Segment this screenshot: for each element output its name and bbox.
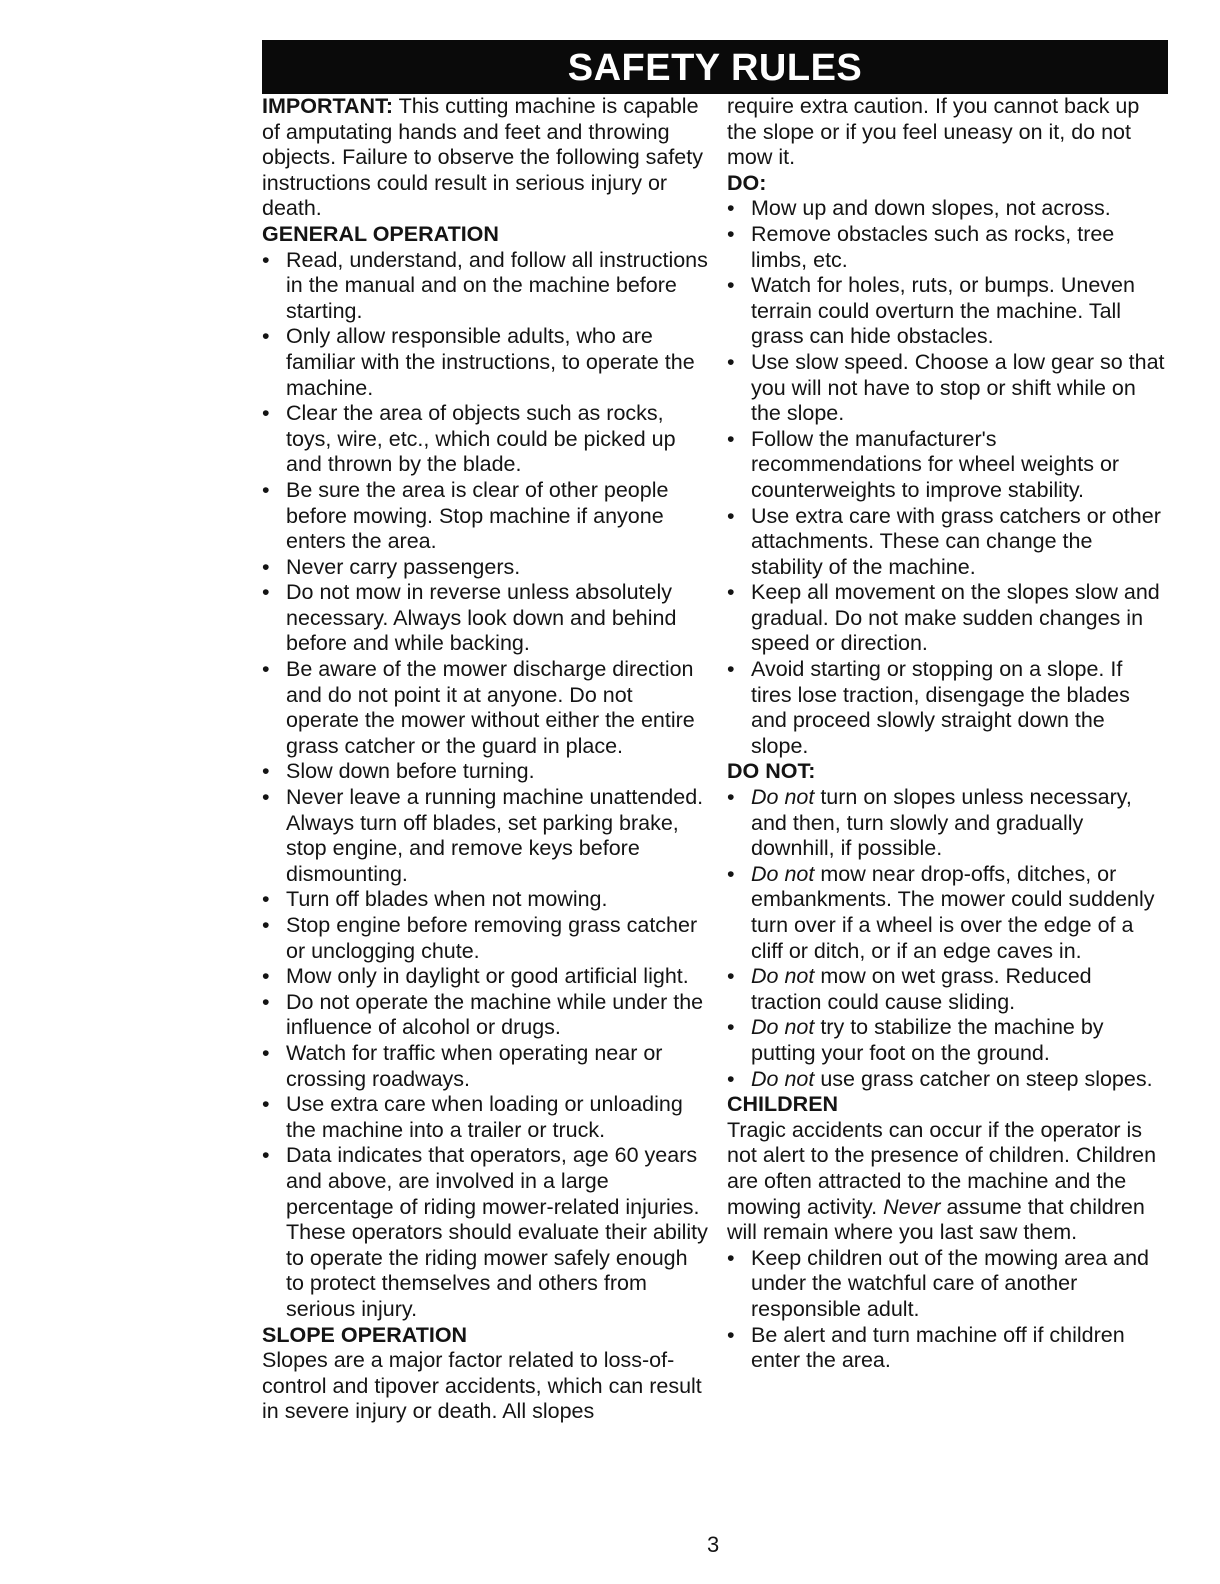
do-heading: DO: — [727, 170, 767, 195]
page-number: 3 — [707, 1532, 720, 1557]
intro-text: This cutting machine is capable of amputating hands and feet and throwing objects. Failure to observe the following safety instructions could result in serious injury or death. — [262, 94, 703, 221]
list-item: • Mow only in daylight or good artificial light. — [262, 964, 708, 990]
list-item: • Mow up and down slopes, not across. — [727, 196, 1168, 222]
list-item: • Slow down before turning. — [262, 759, 708, 785]
do-not-text: mow on wet grass. Reduced traction could cause sliding. — [751, 964, 1092, 1014]
list-item: • Turn off blades when not mowing. — [262, 887, 708, 913]
list-item: • Only allow responsible adults, who are familiar with the instructions, to operate the machine. — [262, 324, 708, 401]
intro-paragraph — [262, 94, 708, 222]
do-not-lead: Do not — [751, 1015, 815, 1040]
list-item — [727, 964, 1168, 1015]
page-title: SAFETY RULES — [262, 40, 1168, 94]
slope-operation-heading: SLOPE OPERATION — [262, 1322, 468, 1347]
do-list — [727, 196, 1168, 759]
list-item: • Do not mow in reverse unless absolutely necessary. Always look down and behind before and while backing. — [262, 580, 708, 657]
do-not-text: try to stabilize the machine by putting your foot on the ground. — [751, 1015, 1104, 1065]
list-item: • Avoid starting or stopping on a slope. If tires lose traction, disengage the blades and proceed slowly straight down the slope. — [727, 657, 1168, 759]
right-column — [727, 94, 1168, 1374]
list-item: • Do not operate the machine while under the influence of alcohol or drugs. — [262, 990, 708, 1041]
list-item: • Be alert and turn machine off if children enter the area. — [727, 1323, 1168, 1374]
do-not-text: turn on slopes unless necessary, and then, turn slowly and gradually downhill, if possible. — [751, 785, 1132, 861]
children-list — [727, 1246, 1168, 1374]
list-item: • Never leave a running machine unattended. Always turn off blades, set parking brake, stop engine, and remove keys before dismounting. — [262, 785, 708, 887]
left-column — [262, 94, 708, 1425]
list-item: • Read, understand, and follow all instructions in the manual and on the machine before starting. — [262, 248, 708, 325]
list-item — [727, 862, 1168, 964]
children-text-end: assume that children will remain where you last saw them. — [727, 1194, 1145, 1245]
list-item: • Remove obstacles such as rocks, tree limbs, etc. — [727, 222, 1168, 273]
slope-intro-continued: require extra caution. If you cannot back up the slope or if you feel uneasy on it, do not mow it. — [727, 94, 1140, 170]
list-item: • Keep all movement on the slopes slow and gradual. Do not make sudden changes in speed or direction. — [727, 580, 1168, 657]
do-not-lead: Do not — [751, 1066, 815, 1091]
do-not-lead: Do not — [751, 861, 815, 886]
list-item: • Data indicates that operators, age 60 years and above, are involved in a large percentage of riding mower-related injuries. These operators should evaluate their ability to operate the riding mower safely enough to protect themselves and others from serious injury. — [262, 1143, 708, 1322]
important-label: IMPORTANT: — [262, 94, 393, 118]
list-item — [727, 1015, 1168, 1066]
list-item: • Stop engine before removing grass catcher or unclogging chute. — [262, 913, 708, 964]
list-item — [727, 1067, 1168, 1093]
slope-intro-text: Slopes are a major factor related to loss-of-control and tipover accidents, which can result in severe injury or death. All slopes — [262, 1348, 702, 1424]
children-heading: CHILDREN — [727, 1092, 839, 1117]
do-not-heading: DO NOT: — [727, 759, 816, 784]
list-item: • Be sure the area is clear of other people before mowing. Stop machine if anyone enters the area. — [262, 478, 708, 555]
list-item: • Clear the area of objects such as rocks, toys, wire, etc., which could be picked up and thrown by the blade. — [262, 401, 708, 478]
children-text: Tragic accidents can occur if the operator is not alert to the presence of children. Children are often attracted to the machine and the mowing activity. — [727, 1117, 1157, 1219]
list-item: • Keep children out of the mowing area and under the watchful care of another responsible adult. — [727, 1246, 1168, 1323]
list-item: • Watch for holes, ruts, or bumps. Uneven terrain could overturn the machine. Tall grass can hide obstacles. — [727, 273, 1168, 350]
do-not-text: mow near drop-offs, ditches, or embankments. The mower could suddenly turn over if a wheel is over the edge of a cliff or ditch, or if an edge caves in. — [751, 861, 1155, 963]
do-not-list — [727, 785, 1168, 1092]
list-item: • Be aware of the mower discharge direction and do not point it at anyone. Do not operate the mower without either the entire grass catcher or the guard in place. — [262, 657, 708, 759]
list-item: • Never carry passengers. — [262, 555, 708, 581]
children-paragraph — [727, 1118, 1168, 1246]
list-item: • Use slow speed. Choose a low gear so that you will not have to stop or shift while on the slope. — [727, 350, 1168, 427]
children-emphasis: Never — [883, 1194, 941, 1219]
list-item: • Watch for traffic when operating near or crossing roadways. — [262, 1041, 708, 1092]
list-item: • Follow the manufacturer's recommendations for wheel weights or counterweights to improve stability. — [727, 427, 1168, 504]
general-operation-heading: GENERAL OPERATION — [262, 221, 499, 246]
list-item: • Use extra care with grass catchers or other attachments. These can change the stability of the machine. — [727, 504, 1168, 581]
general-operation-list — [262, 248, 708, 1323]
do-not-lead: Do not — [751, 964, 815, 989]
list-item — [727, 785, 1168, 862]
do-not-lead: Do not — [751, 785, 815, 810]
do-not-text: use grass catcher on steep slopes. — [814, 1066, 1153, 1091]
list-item: • Use extra care when loading or unloading the machine into a trailer or truck. — [262, 1092, 708, 1143]
